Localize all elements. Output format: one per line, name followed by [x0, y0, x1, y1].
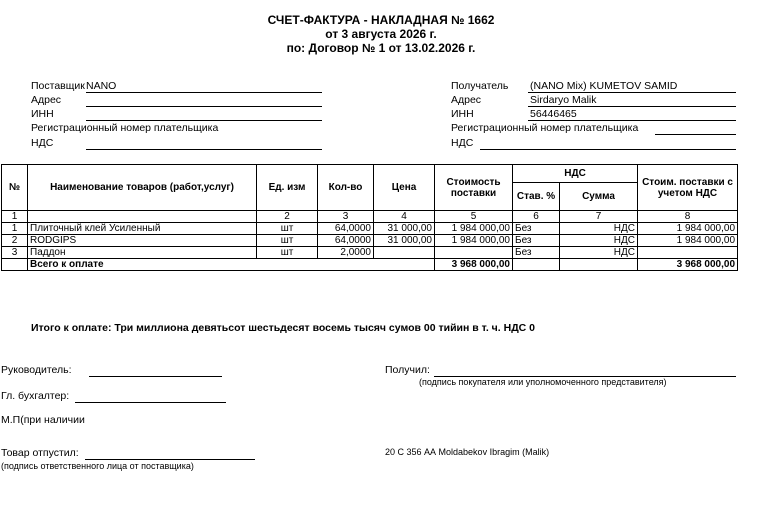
column-number-row — [2, 211, 738, 223]
col-number: 7 — [560, 211, 638, 223]
header-vat-sum: Сумма — [560, 183, 638, 211]
recipient-name: (NANO Mix) KUMETOV SAMID — [530, 80, 678, 92]
header-vat: НДС — [513, 165, 638, 183]
col-number: 2 — [257, 211, 318, 223]
supplier-name-line — [86, 92, 322, 93]
row-name: RODGIPS — [28, 235, 257, 247]
row-price: 31 000,00 — [374, 235, 435, 247]
recipient-address-label: Адрес — [451, 94, 482, 106]
recipient-name-line — [528, 92, 736, 93]
table-row — [2, 247, 738, 259]
released-signature-line — [85, 459, 255, 460]
row-unit: шт — [257, 223, 318, 235]
row-vat-rate: Без — [513, 223, 560, 235]
supplier-reg-label: Регистрационный номер плательщика — [31, 122, 219, 134]
invoice-contract: по: Договор № 1 от 13.02.2026 г. — [286, 41, 476, 55]
row-vat-rate: Без — [513, 247, 560, 259]
header-total: Стоим. поставки с учетом НДС — [638, 165, 738, 211]
recipient-inn-label: ИНН — [451, 108, 474, 120]
header-qty: Кол-во — [318, 165, 374, 211]
recipient-reg-line — [655, 134, 736, 135]
accountant-signature-line — [75, 402, 226, 403]
released-label: Товар отпустил: — [1, 447, 79, 459]
row-total — [638, 247, 738, 259]
supplier-inn-line — [86, 120, 322, 121]
recipient-vat-label: НДС — [451, 137, 474, 149]
table-total-row — [2, 259, 738, 271]
recipient-vat-line — [480, 149, 736, 150]
supplier-vat-label: НДС — [31, 137, 54, 149]
head-signature-line — [89, 376, 222, 377]
header-name: Наименование товаров (работ,услуг) — [28, 165, 257, 211]
received-label: Получил: — [385, 364, 430, 376]
total-with-vat: 3 968 000,00 — [638, 259, 738, 271]
row-vat-sum: НДС — [560, 223, 638, 235]
row-qty: 2,0000 — [318, 247, 374, 259]
supplier-address-line — [86, 106, 322, 107]
released-note: (подпись ответственного лица от поставщика) — [1, 461, 194, 471]
col-number: 4 — [374, 211, 435, 223]
head-label: Руководитель: — [1, 364, 72, 376]
driver-info: 20 С 356 АА Moldabekov Ibragim (Malik) — [385, 447, 550, 457]
total-row-spacer — [2, 259, 28, 271]
row-total: 1 984 000,00 — [638, 235, 738, 247]
recipient-label: Получатель — [451, 80, 509, 92]
row-name: Паддон — [28, 247, 257, 259]
invoice-title: СЧЕТ-ФАКТУРА - НАКЛАДНАЯ № 1662 — [267, 13, 495, 27]
received-note: (подпись покупателя или уполномоченного представителя) — [419, 377, 667, 387]
row-no: 1 — [2, 223, 28, 235]
supplier-label: Поставщик — [31, 80, 85, 92]
header-unit: Ед. изм — [257, 165, 318, 211]
recipient-inn-line — [528, 120, 736, 121]
row-unit: шт — [257, 235, 318, 247]
header-no: № — [2, 165, 28, 211]
total-vat-sum-empty — [560, 259, 638, 271]
row-unit: шт — [257, 247, 318, 259]
row-no: 3 — [2, 247, 28, 259]
recipient-reg-label: Регистрационный номер плательщика — [451, 122, 639, 134]
row-no: 2 — [2, 235, 28, 247]
header-cost: Стоимость поставки — [435, 165, 513, 211]
col-number: 5 — [435, 211, 513, 223]
row-vat-rate: Без — [513, 235, 560, 247]
header-vat-rate: Став. % — [513, 183, 560, 211]
total-in-words: Итого к оплате: Три миллиона девятьсот шестьдесят восемь тысяч сумов 00 тийин в т. ч. НДС 0 — [31, 322, 536, 334]
supplier-name: NANO — [86, 80, 117, 92]
col-number: 8 — [638, 211, 738, 223]
row-total: 1 984 000,00 — [638, 223, 738, 235]
recipient-address-line — [528, 106, 736, 107]
header-price: Цена — [374, 165, 435, 211]
recipient-address: Sirdaryo Malik — [530, 94, 597, 106]
supplier-vat-line — [86, 149, 322, 150]
col-number: 1 — [2, 211, 28, 223]
row-vat-sum: НДС — [560, 247, 638, 259]
invoice-date: от 3 августа 2026 г. — [325, 27, 437, 41]
row-cost: 1 984 000,00 — [435, 235, 513, 247]
row-qty: 64,0000 — [318, 235, 374, 247]
total-vat-rate-empty — [513, 259, 560, 271]
total-cost: 3 968 000,00 — [435, 259, 513, 271]
col-number: 3 — [318, 211, 374, 223]
row-qty: 64,0000 — [318, 223, 374, 235]
row-cost: 1 984 000,00 — [435, 223, 513, 235]
total-label: Всего к оплате — [28, 259, 435, 271]
supplier-inn-label: ИНН — [31, 108, 54, 120]
row-price — [374, 247, 435, 259]
col-number: 6 — [513, 211, 560, 223]
invoice-table — [1, 164, 738, 271]
stamp-label: М.П(при наличии — [1, 414, 85, 426]
supplier-address-label: Адрес — [31, 94, 62, 106]
accountant-label: Гл. бухгалтер: — [1, 390, 70, 402]
row-name: Плиточный клей Усиленный — [28, 223, 257, 235]
row-price: 31 000,00 — [374, 223, 435, 235]
table-row — [2, 235, 738, 247]
recipient-inn: 56446465 — [530, 108, 577, 120]
table-row — [2, 223, 738, 235]
row-cost — [435, 247, 513, 259]
row-vat-sum: НДС — [560, 235, 638, 247]
